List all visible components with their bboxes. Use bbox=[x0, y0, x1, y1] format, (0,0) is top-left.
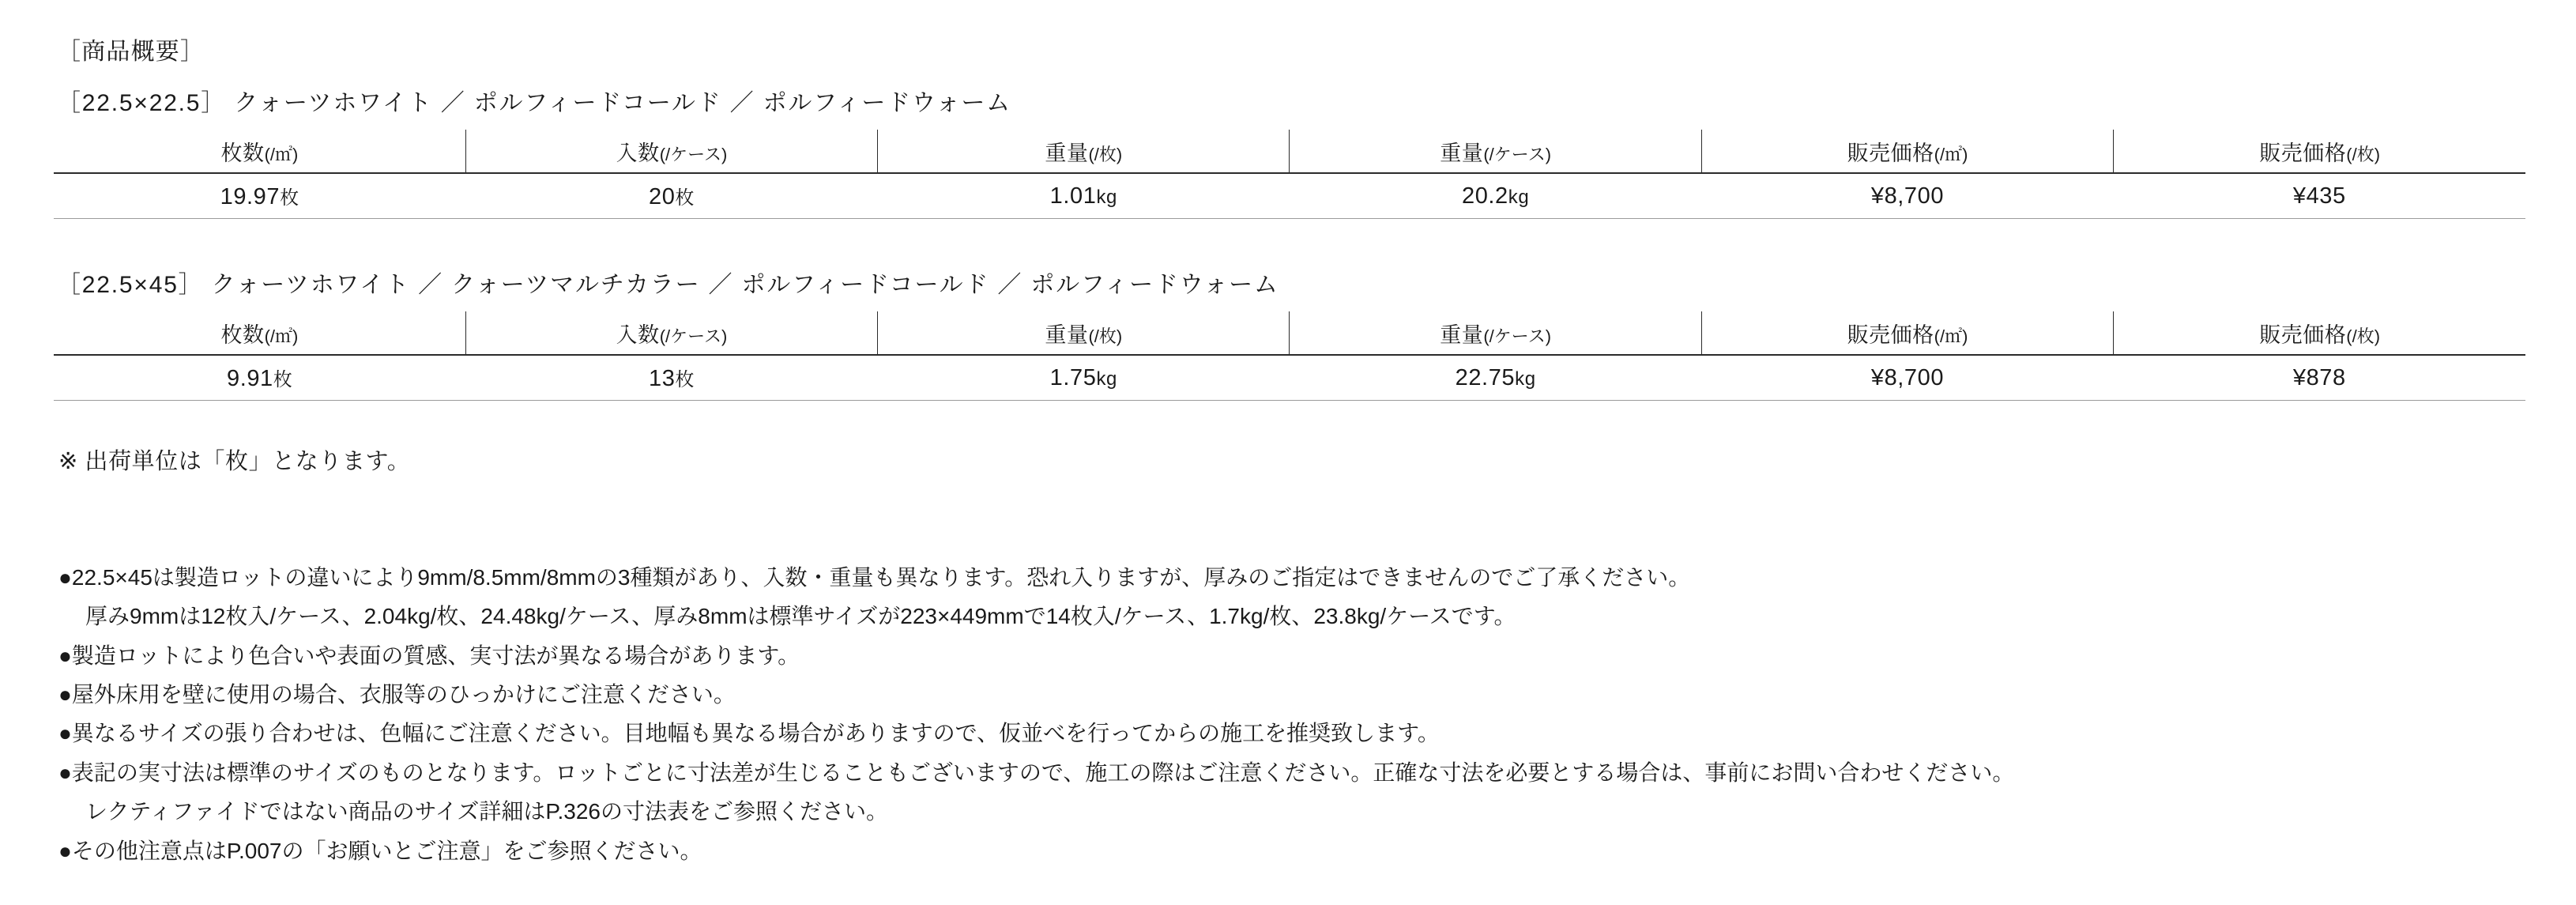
cell-value: 22.75 bbox=[1455, 364, 1516, 390]
column-header-main: 入数 bbox=[616, 141, 660, 165]
column-header bbox=[2114, 311, 2525, 355]
note-subitem: 厚み9mmは12枚入/ケース、2.04kg/枚、24.48kg/ケース、厚み8mmは標準サイズが223×449mmで14枚入/ケース、1.7kg/枚、23.8kg/ケースです。 bbox=[85, 604, 1516, 629]
table-cell bbox=[465, 173, 877, 219]
cell-value: 9.91 bbox=[226, 366, 273, 391]
table-cell bbox=[54, 173, 465, 219]
column-header-main: 販売価格 bbox=[2259, 322, 2347, 347]
column-header-unit: (/ケース) bbox=[659, 326, 728, 346]
table-cell bbox=[2114, 355, 2525, 401]
column-header bbox=[878, 311, 1290, 355]
note-item: ●その他注意点はP.007の「お願いとご注意」をご参照ください。 bbox=[58, 838, 702, 863]
shipping-unit-note: ※ 出荷単位は「枚」となります。 bbox=[58, 449, 411, 474]
cell-unit: 枚 bbox=[675, 369, 695, 390]
note-item: ●表記の実寸法は標準のサイズのものとなります。ロットごとに寸法差が生じることもございますので、施工の際はご注意ください。正確な寸法を必要とする場合は、事前にお問い合わせください。 bbox=[58, 760, 2015, 785]
cell-unit: 枚 bbox=[675, 187, 695, 209]
note-item: ●屋外床用を壁に使用の場合、衣服等のひっかけにご注意ください。 bbox=[58, 682, 736, 707]
column-header bbox=[1290, 311, 1701, 355]
table-cell bbox=[54, 355, 465, 401]
note-item: ●製造ロットにより色合いや表面の質感、実寸法が異なる場合があります。 bbox=[58, 643, 800, 668]
column-header bbox=[878, 130, 1290, 173]
column-header bbox=[54, 311, 465, 355]
table-cell bbox=[1701, 173, 2113, 219]
column-header-main: 重量 bbox=[1045, 141, 1089, 165]
column-header-unit: (/ケース) bbox=[659, 144, 728, 164]
cell-unit: kg bbox=[1508, 186, 1530, 208]
column-header bbox=[465, 130, 877, 173]
spec-table-2 bbox=[54, 311, 2525, 401]
column-header bbox=[1701, 311, 2113, 355]
column-header-unit: (/枚) bbox=[2346, 326, 2381, 346]
table-header-row bbox=[54, 311, 2525, 355]
table-title-2: ［22.5×45］ クォーツホワイト ／ クォーツマルチカラー ／ ポルフィードコールド ／ ポルフィードウォーム bbox=[57, 272, 1279, 298]
column-header bbox=[2114, 130, 2525, 173]
table-cell bbox=[1701, 355, 2113, 401]
table-row bbox=[54, 173, 2525, 219]
cell-unit: kg bbox=[1515, 368, 1536, 390]
spec-table-block-2 bbox=[54, 270, 2576, 401]
cell-value: 13 bbox=[648, 366, 676, 391]
column-header-main: 枚数 bbox=[220, 141, 265, 165]
table-header-row bbox=[54, 130, 2525, 173]
column-header bbox=[465, 311, 877, 355]
column-header-main: 入数 bbox=[616, 322, 660, 347]
cell-value: 20 bbox=[648, 184, 676, 209]
table-cell bbox=[2114, 173, 2525, 219]
cell-value: ¥435 bbox=[2292, 183, 2346, 209]
table-cell bbox=[878, 355, 1290, 401]
note-item: ●22.5×45は製造ロットの違いにより9mm/8.5mm/8mmの3種類があり、入数・重量も異なります。恐れ入りますが、厚みのご指定はできませんのでご了承ください。 bbox=[58, 565, 1691, 590]
table-cell bbox=[1290, 355, 1701, 401]
cell-unit: kg bbox=[1096, 368, 1117, 390]
table-cell bbox=[878, 173, 1290, 219]
table-cell bbox=[465, 355, 877, 401]
column-header-main: 重量 bbox=[1440, 322, 1484, 347]
table-cell bbox=[1290, 173, 1701, 219]
cell-unit: 枚 bbox=[280, 187, 299, 209]
column-header-unit: (/枚) bbox=[1088, 144, 1123, 164]
section-label: ［商品概要］ bbox=[57, 39, 205, 65]
column-header-main: 枚数 bbox=[220, 322, 265, 347]
table-row bbox=[54, 355, 2525, 401]
column-header-main: 販売価格 bbox=[1847, 322, 1934, 347]
column-header-unit: (/枚) bbox=[2346, 144, 2381, 164]
notes-list bbox=[58, 560, 2576, 869]
cell-value: 1.01 bbox=[1049, 183, 1097, 209]
note-subitem: レクティファイドではない商品のサイズ詳細はP.326の寸法表をご参照ください。 bbox=[85, 799, 888, 824]
column-header-main: 重量 bbox=[1045, 322, 1089, 347]
column-header bbox=[54, 130, 465, 173]
cell-value: ¥878 bbox=[2292, 364, 2346, 390]
column-header-unit: (/ケース) bbox=[1483, 144, 1552, 164]
spec-table-1 bbox=[54, 130, 2525, 219]
cell-value: ¥8,700 bbox=[1870, 364, 1945, 390]
column-header-main: 販売価格 bbox=[2259, 141, 2347, 165]
cell-unit: kg bbox=[1096, 186, 1117, 208]
column-header-unit: (/㎡) bbox=[1934, 144, 1968, 164]
column-header-unit: (/㎡) bbox=[264, 144, 299, 164]
column-header bbox=[1701, 130, 2113, 173]
cell-value: 20.2 bbox=[1462, 183, 1508, 209]
note-item: ●異なるサイズの張り合わせは、色幅にご注意ください。目地幅も異なる場合がありますので、仮並べを行ってからの施工を推奨致します。 bbox=[58, 721, 1440, 746]
cell-unit: 枚 bbox=[273, 369, 293, 390]
cell-value: 19.97 bbox=[220, 184, 281, 209]
column-header-main: 重量 bbox=[1440, 141, 1484, 165]
column-header bbox=[1290, 130, 1701, 173]
spec-table-block-1 bbox=[54, 88, 2576, 219]
column-header-unit: (/ケース) bbox=[1483, 326, 1552, 346]
column-header-main: 販売価格 bbox=[1847, 141, 1934, 165]
table-spacer bbox=[54, 219, 2576, 270]
cell-value: 1.75 bbox=[1049, 364, 1097, 390]
cell-value: ¥8,700 bbox=[1870, 183, 1945, 209]
column-header-unit: (/枚) bbox=[1088, 326, 1123, 346]
table-title-1: ［22.5×22.5］ クォーツホワイト ／ ポルフィードコールド ／ ポルフィードウォーム bbox=[57, 90, 1011, 116]
column-header-unit: (/㎡) bbox=[264, 326, 299, 346]
column-header-unit: (/㎡) bbox=[1934, 326, 1968, 346]
